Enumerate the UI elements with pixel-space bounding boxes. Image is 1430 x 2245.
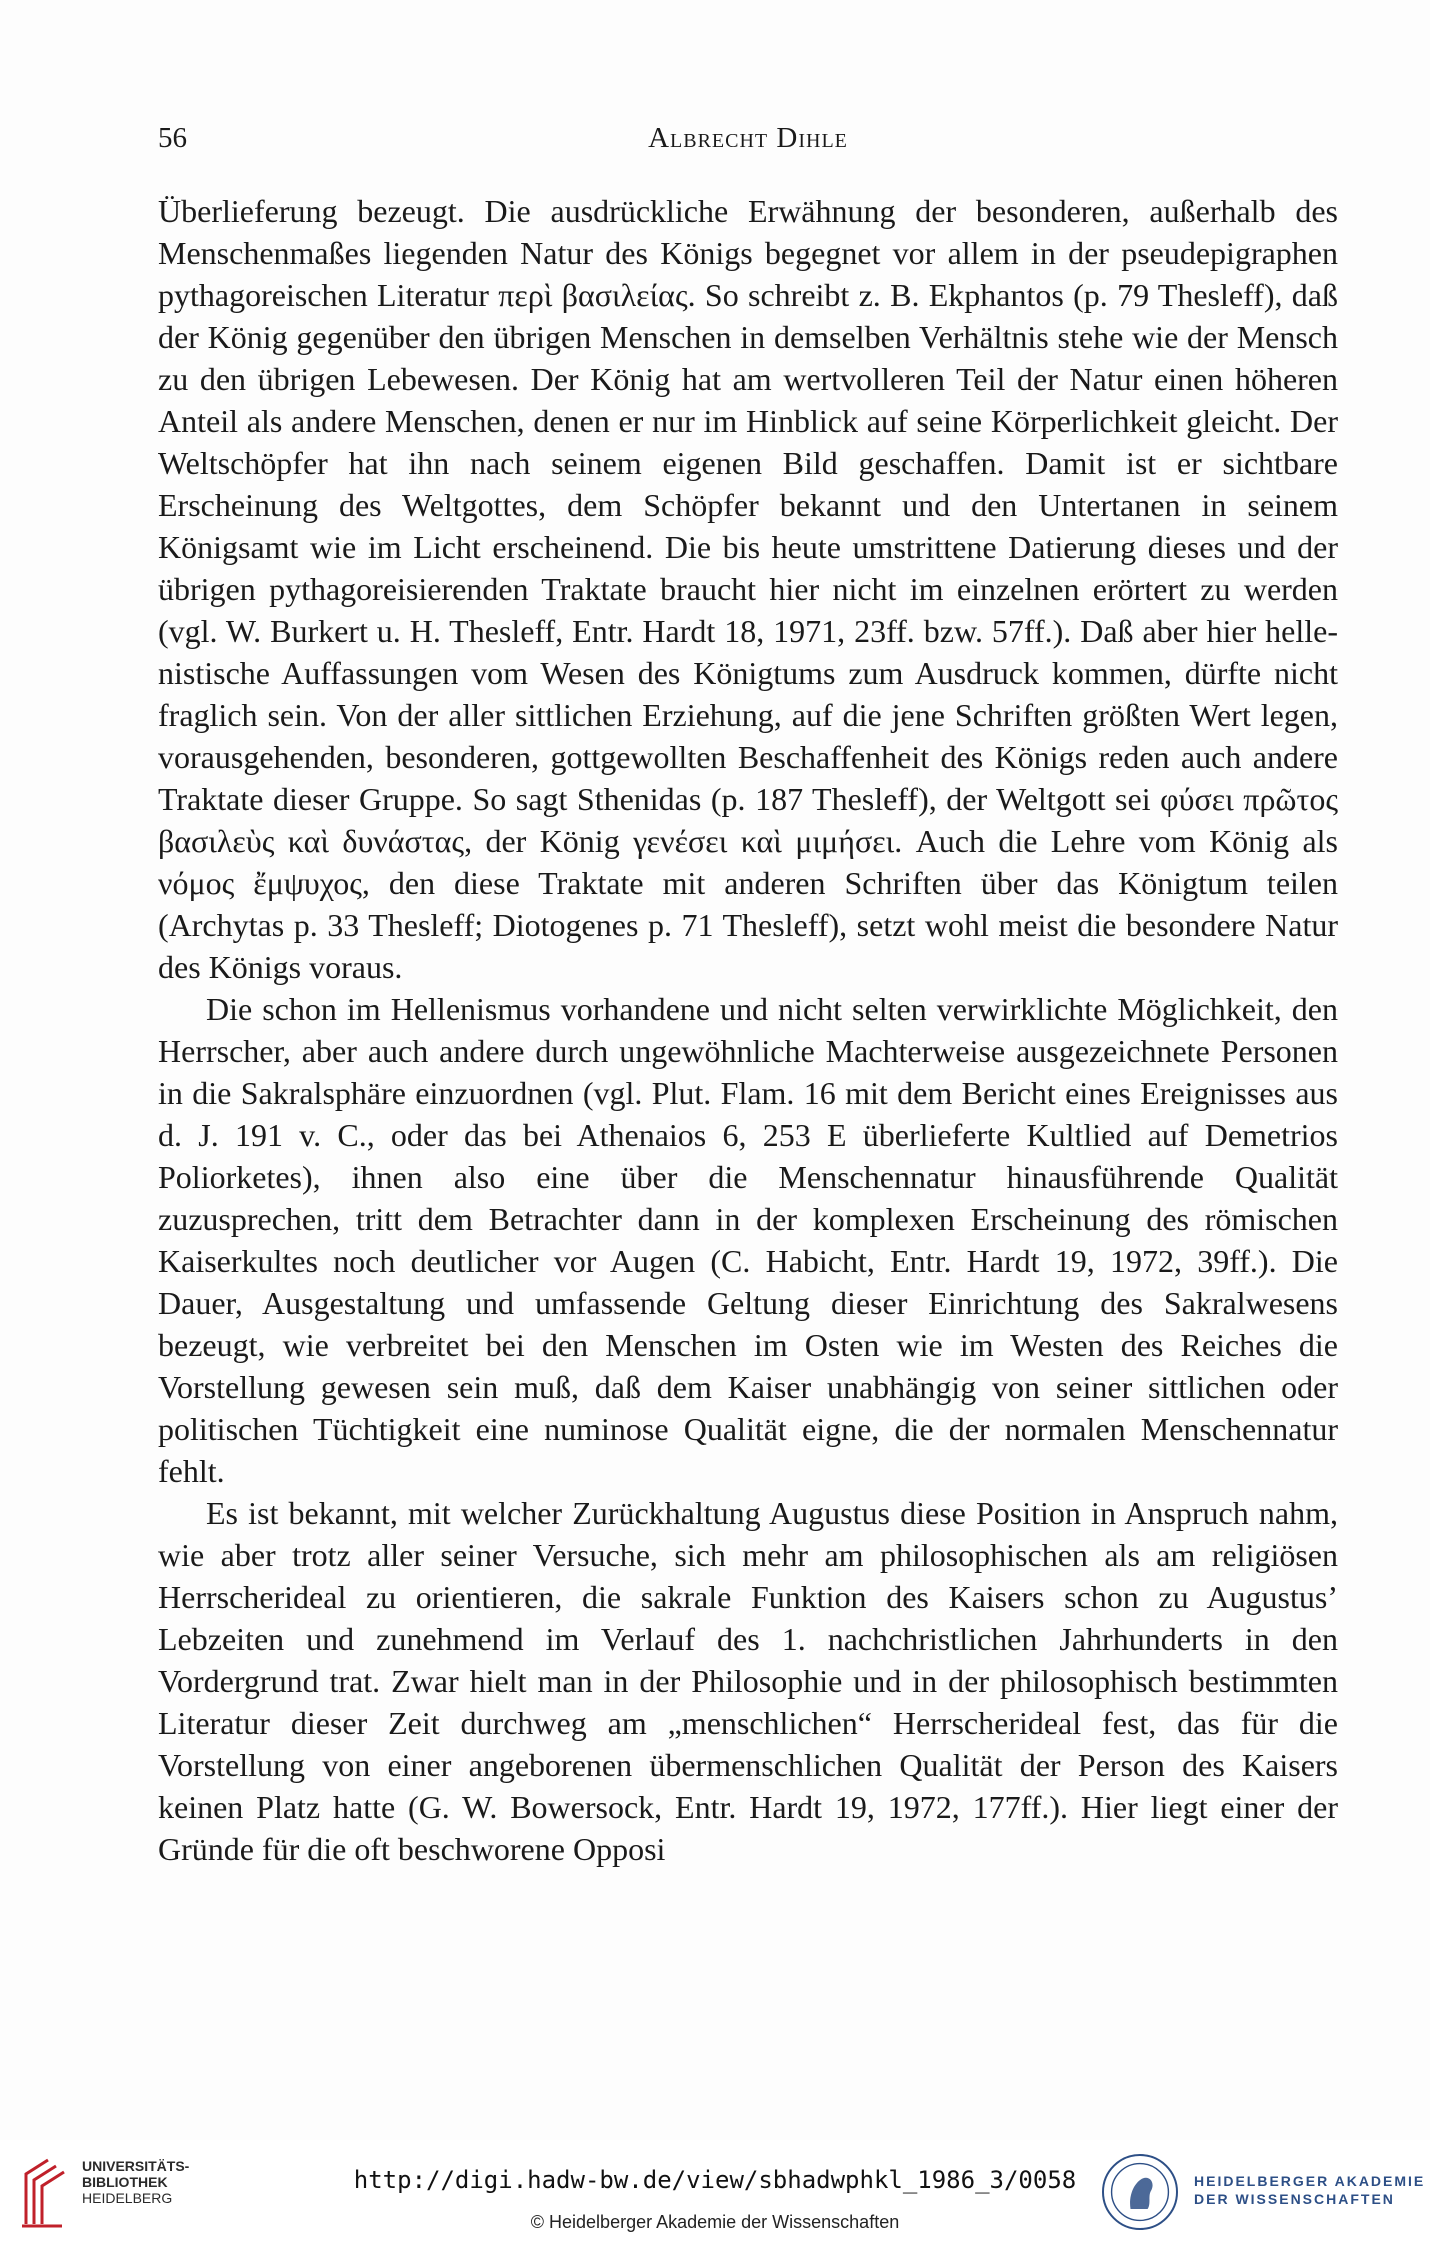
page-number: 56 bbox=[158, 122, 187, 154]
academy-line-2: DER WISSENSCHAFTEN bbox=[1194, 2191, 1395, 2207]
paragraph-3: Es ist bekannt, mit welcher Zurückhaltung Augustus diese Position in Anspruch nahm, wie aber trotz aller seiner Versuche, sich mehr am philosophischen als am religiösen Herrscherideal zu orientieren, die sakrale Funktion des Kaisers schon zu Augustus’ Lebzeiten und zunehmend im Verlauf des 1. nachchristlichen Jahrhunderts in den Vordergrund trat. Zwar hielt man in der Philosophie und in der philosophisch bestimmten Literatur dieser Zeit durchweg am „menschlichen“ Herrscherideal fest, das für die Vorstellung von einer angeborenen übermenschlichen Qualität der Person des Kaisers keinen Platz hatte (G. W. Bowersock, Entr. Hardt 19, 1972, 177ff.). Hier liegt einer der Gründe für die oft beschworene Opposi bbox=[158, 1495, 1338, 1867]
page-header bbox=[158, 122, 1338, 162]
library-line-2: BIBLIOTHEK bbox=[82, 2174, 168, 2190]
academy-name bbox=[1194, 2172, 1425, 2208]
body-text bbox=[158, 190, 1338, 1870]
library-line-3: HEIDELBERG bbox=[82, 2190, 173, 2206]
paragraph-2: Die schon im Hellenismus vorhandene und nicht selten verwirklichte Möglichkeit, den Herrscher, aber auch andere durch ungewöhnliche Machterweise ausgezeichnete Personen in die Sakralsphäre einzuordnen (vgl. Plut. Flam. 16 mit dem Bericht eines Ereignisses aus d. J. 191 v. C., oder das bei Athenaios 6, 253 E überlieferte Kultlied auf Demetrios Poliorketes), ihnen also eine über die Menschennatur hinausführende Qualität zuzusprechen, tritt dem Betrachter dann in der komplexen Erscheinung des römischen Kaiserkultes noch deutlicher vor Augen (C. Habicht, Entr. Hardt 19, 1972, 39ff.). Die Dauer, Ausgestaltung und umfassende Geltung dieser Einrichtung des Sakralwesens bezeugt, wie verbreitet bei den Menschen im Osten wie im Westen des Reiches die Vorstellung gewesen sein muß, daß dem Kaiser unabhängig von seiner sittlichen oder politischen Tüchtigkeit eine numinose Qualität eigne, die der normalen Menschennatur fehlt. bbox=[158, 991, 1338, 1489]
running-head: Albrecht Dihle bbox=[648, 122, 848, 154]
copyright-notice: © Heidelberger Akademie der Wissenschaften bbox=[530, 2212, 900, 2232]
paragraph-1: Überlieferung bezeugt. Die ausdrückliche Erwähnung der besonderen, außerhalb des Menschenmaßes liegenden Natur des Königs begegnet vor allem in der pseudepigraphen pythagoreischen Literatur περὶ βασιλείας. So schreibt z. B. Ekphantos (p. 79 Thesleff), daß der König gegenüber den übrigen Menschen in demselben Verhältnis stehe wie der Mensch zu den übrigen Lebewesen. Der König hat am wertvolleren Teil der Natur einen höheren Anteil als andere Menschen, denen er nur im Hinblick auf seine Körperlichkeit gleicht. Der Weltschöpfer hat ihn nach seinem eigenen Bild geschaffen. Damit ist er sichtbare Erscheinung des Weltgottes, dem Schöpfer bekannt und den Untertanen in seinem Königsamt wie im Licht erscheinend. Die bis heute umstrittene Datierung dieses und der übrigen pythagoreisierenden Traktate braucht hier nicht im einzelnen erörtert zu werden (vgl. W. Burkert u. H. Thesleff, Entr. Hardt 18, 1971, 23ff. bzw. 57ff.). Daß aber hier hellenistische Auffassungen vom Wesen des Königtums zum Ausdruck kommen, dürfte nicht fraglich sein. Von der aller sittlichen Erziehung, auf die jene Schriften größten Wert legen, vorausgehenden, besonderen, gottgewollten Beschaffenheit des Königs reden auch andere Traktate dieser Gruppe. So sagt Sthenidas (p. 187 Thesleff), der Weltgott sei φύσει πρῶτος βασιλεὺς καὶ δυνάστας, der König γενέσει καὶ μιμήσει. Auch die Lehre vom König als νόμος ἔμψυχος, den diese Traktate mit anderen Schriften über das Königtum teilen (Archytas p. 33 Thesleff; Diotogenes p. 71 Thesleff), setzt wohl meist die besondere Natur des Königs voraus. bbox=[158, 193, 1338, 985]
permalink-url[interactable]: http://digi.hadw-bw.de/view/sbhadwphkl_1986_3/0058 bbox=[353, 2166, 1077, 2194]
academy-line-1: HEIDELBERGER AKADEMIE bbox=[1194, 2173, 1426, 2189]
library-line-1: UNIVERSITÄTS- bbox=[82, 2158, 190, 2174]
academy-seal-icon bbox=[1102, 2154, 1178, 2230]
viewer-footer bbox=[0, 2140, 1430, 2245]
